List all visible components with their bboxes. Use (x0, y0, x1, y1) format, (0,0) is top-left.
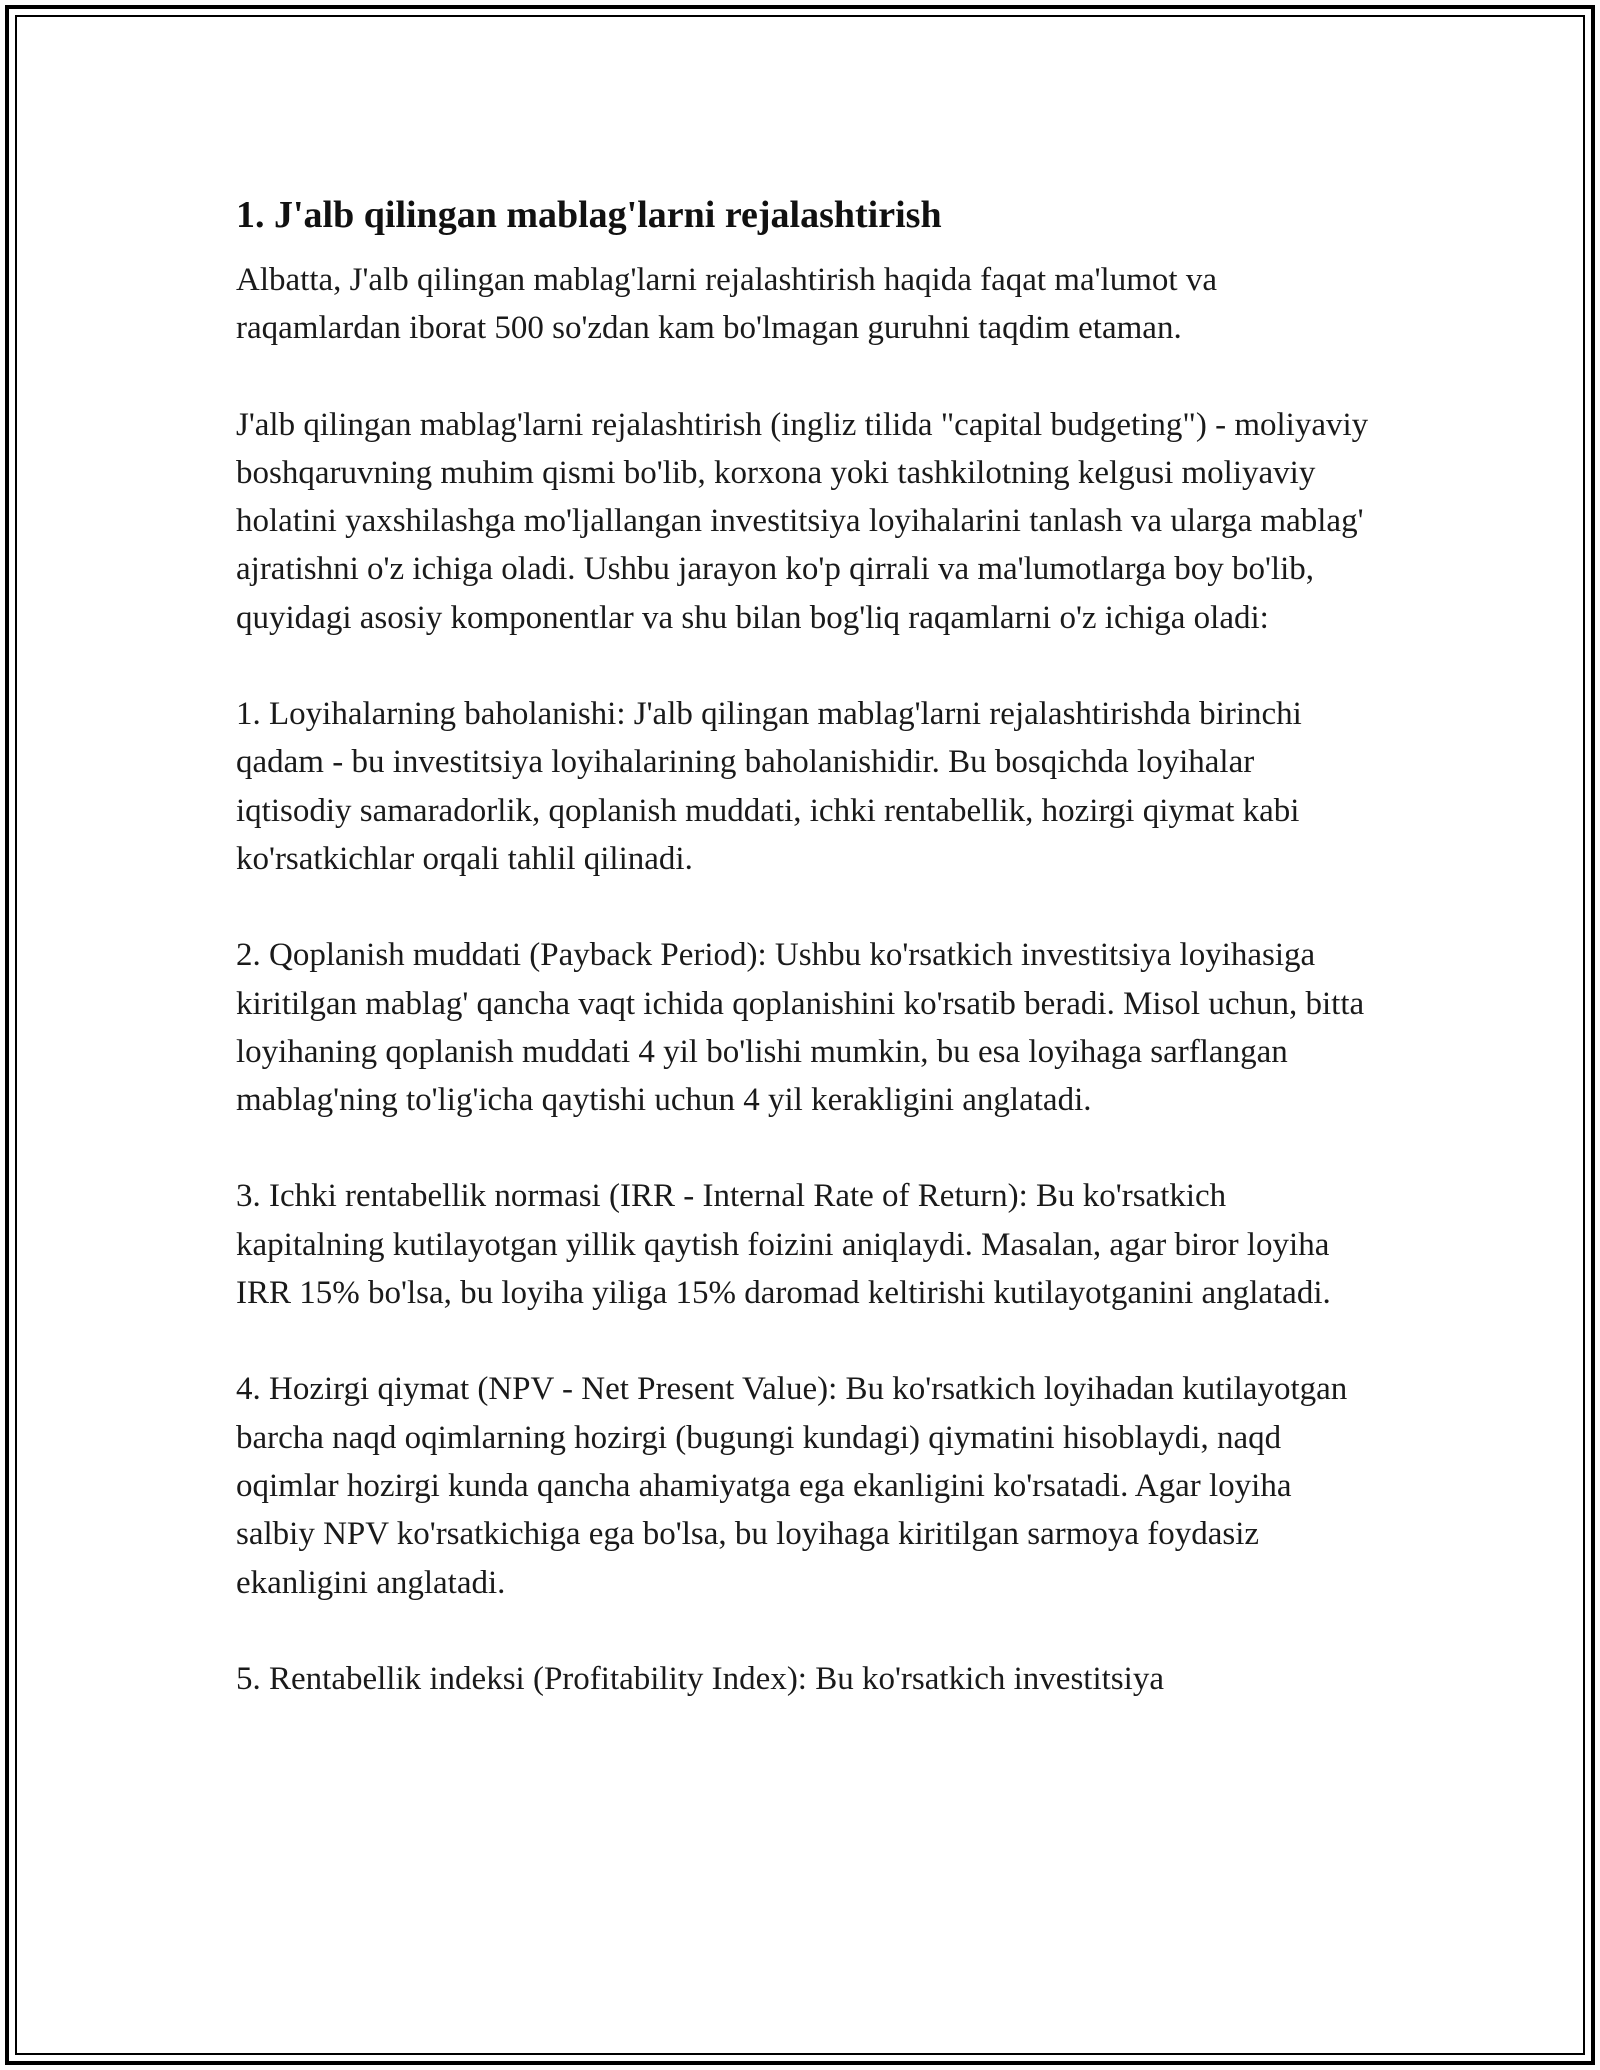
document-title: 1. J'alb qilingan mablag'larni rejalashtirish (236, 194, 942, 236)
paragraph-item-4: 4. Hozirgi qiymat (NPV - Net Present Value): Bu ko'rsatkich loyihadan kutilayotgan barcha naqd oqimlarning hozirgi (bugungi kundagi) qiymatini hisoblaydi, naqd oqimlar hozirgi kunda qancha ahamiyatga ega ekanligini ko'rsatadi. Agar loyiha salbiy NPV ko'rsatkichiga ega bo'lsa, bu loyihaga kiritilgan sarmoya foydasiz ekanligini anglatadi. (236, 1371, 1348, 1601)
paragraph-item-2: 2. Qoplanish muddati (Payback Period): Ushbu ko'rsatkich investitsiya loyihasiga kiritilgan mablag' qancha vaqt ichida qoplanishini ko'rsatib beradi. Misol uchun, bitta loyihaning qoplanish muddati 4 yil bo'lishi mumkin, bu esa loyihaga sarflangan mablag'ning to'lig'icha qaytishi uchun 4 yil kerakligini anglatadi. (236, 937, 1365, 1119)
document-body (236, 190, 1376, 1703)
paragraph-item-1: 1. Loyihalarning baholanishi: J'alb qilingan mablag'larni rejalashtirishda birinchi qadam - bu investitsiya loyihalarining baholanishidir. Bu bosqichda loyihalar iqtisodiy samaradorlik, qoplanish muddati, ichki rentabellik, hozirgi qiymat kabi ko'rsatkichlar orqali tahlil qilinadi. (236, 696, 1302, 877)
paragraph-intro: Albatta, J'alb qilingan mablag'larni rejalashtirish haqida faqat ma'lumot va raqamlardan iborat 500 so'zdan kam bo'lmagan guruhni taqdim etaman. (236, 262, 1217, 347)
paragraph-definition: J'alb qilingan mablag'larni rejalashtirish (ingliz tilida "capital budgeting") - moliyaviy boshqaruvning muhim qismi bo'lib, korxona yoki tashkilotning kelgusi moliyaviy holatini yaxshilashga mo'ljallangan investitsiya loyihalarini tanlash va ularga mablag' ajratishni o'z ichiga oladi. Ushbu jarayon ko'p qirrali va ma'lumotlarga boy bo'lib, quyidagi asosiy komponentlar va shu bilan bog'liq raqamlarni o'z ichiga oladi: (236, 406, 1369, 636)
paragraph-item-5: 5. Rentabellik indeksi (Profitability Index): Bu ko'rsatkich investitsiya (236, 1660, 1164, 1697)
paragraph-item-3: 3. Ichki rentabellik normasi (IRR - Internal Rate of Return): Bu ko'rsatkich kapitalning kutilayotgan yillik qaytish foizini aniqlaydi. Masalan, agar biror loyiha IRR 15% bo'lsa, bu loyiha yiliga 15% daromad keltirishi kutilayotganini anglatadi. (236, 1178, 1331, 1312)
